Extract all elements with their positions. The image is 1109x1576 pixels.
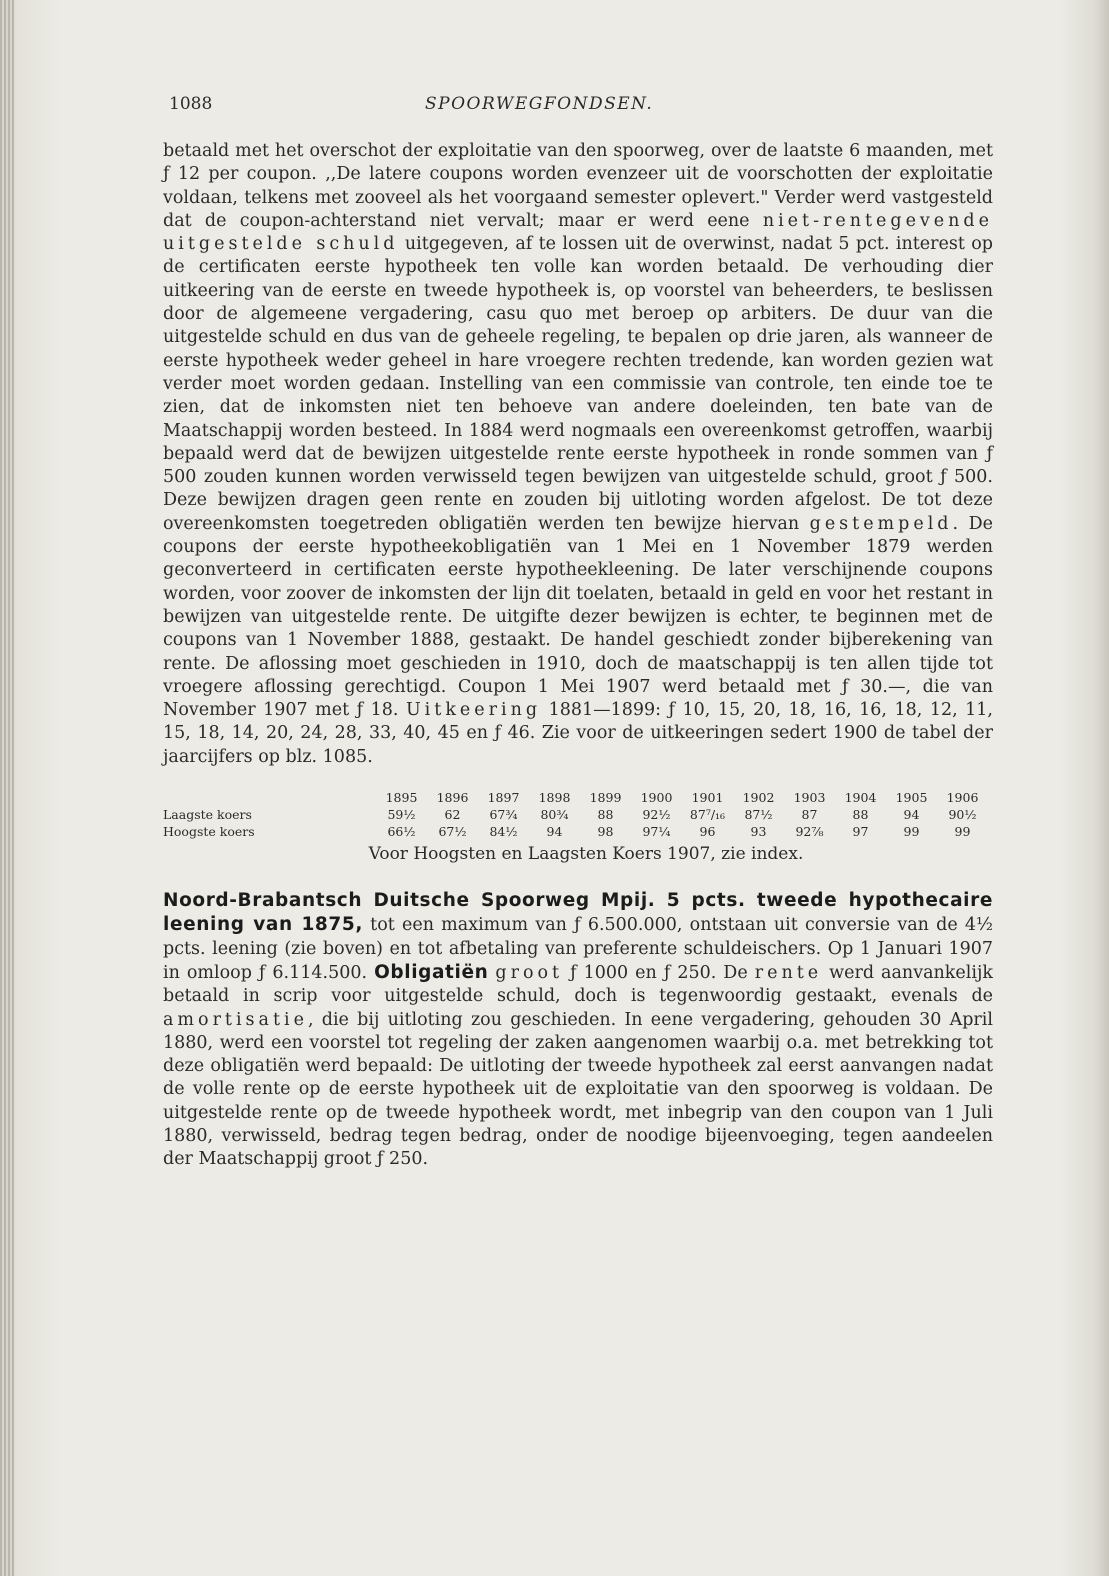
spaced-term: niet-rentegevende uitgestelde schuld (163, 210, 993, 255)
section-text: ƒ 1000 en ƒ 250. De (563, 962, 755, 983)
year-header: 1899 (589, 790, 622, 806)
table-cell: 88 (852, 807, 869, 823)
table-cell: 93 (750, 824, 767, 840)
paragraph-text: betaald met het overschot der exploitatie van den spoorweg, over de laatste 6 maanden, met ƒ 12 per coupon. ,,De latere coupons worden evenzeer uit de voorschotten der exploitatie voldaan, telkens met zooveel als het voorgaand semester oplevert." Verder werd vastgesteld dat de coupon-achterstand niet vervalt; maar er werd eene (163, 141, 993, 231)
bold-term: Obligatiën (374, 961, 489, 983)
table-cell: 67¾ (489, 807, 518, 823)
table-cell: 94 (903, 807, 920, 823)
year-header: 1895 (385, 790, 418, 806)
paragraph-text: 1881—1899: ƒ 10, 15, 20, 18, 16, 16, 18, 12, 11, 15, 18, 14, 20, 24, 28, 33, 40, 45 en ƒ 46. Zie voor de uitkeeringen sedert 1900 de tabel der jaarcijfers op blz. 1085. (163, 700, 993, 767)
table-cell: 88 (597, 807, 614, 823)
year-header: 1896 (436, 790, 469, 806)
table-cell: 59½ (387, 807, 416, 823)
spaced-term: gestempeld (809, 513, 953, 534)
book-binding-edge (0, 0, 14, 1576)
year-header: 1902 (742, 790, 775, 806)
table-cell: 84½ (489, 824, 518, 840)
table-cell: 92½ (642, 807, 671, 823)
koers-table (163, 789, 993, 863)
table-cell: 97¼ (642, 824, 671, 840)
index-reference-note: Voor Hoogsten en Laagsten Koers 1907, zie index. (368, 844, 804, 865)
spaced-term: rente (754, 962, 823, 983)
year-header: 1906 (946, 790, 979, 806)
table-cell: 99 (903, 824, 920, 840)
section-text: , die bij uitloting zou geschieden. In eene vergadering, gehouden 30 April 1880, werd een voorstel tot regeling der zaken aangenomen waarbij o.a. met betrekking tot deze obligatiën werd bepaald: De uitloting der tweede hypotheek zal eerst aanvangen nadat de volle rente op de eerste hypotheek uit de exploitatie van den spoorweg is voldaan. De uitgestelde rente op de tweede hypotheek wordt, met inbegrip van den coupon van 1 Juli 1880, verwisseld, bedrag tegen bedrag, onder de noodige bijeenvoeging, tegen aandeelen der Maatschappij groot ƒ 250. (163, 1009, 993, 1170)
paragraph-text: . De coupons der eerste hypotheekobligatiën van 1 Mei en 1 November 1879 werden geconverteerd in certificaten eerste hypotheekleening. De later verschijnende coupons worden, voor zoover de inkomsten der lijn dit toelaten, betaald in geld en voor het restant in bewijzen van uitgestelde rente. De uitgifte dezer bewijzen is echter, te beginnen met de coupons van 1 November 1888, gestaakt. De handel geschiedt zonder bijberekening van rente. De aflossing moet geschieden in 1910, doch de maatschappij is ten allen tijde tot vroegere aflossing gerechtigd. Coupon 1 Mei 1907 werd betaald met ƒ 30.—, die van November 1907 met ƒ 18. (163, 513, 993, 721)
table-cell: 67½ (438, 824, 467, 840)
spaced-term: Uitkeering (405, 700, 542, 721)
table-cell: 66½ (387, 824, 416, 840)
table-cell: 92⅞ (795, 824, 824, 840)
page-header (163, 90, 993, 120)
paragraph-text: uitgegeven, af te lossen uit de overwinst, nadat 5 pct. interest op de certificaten eerste hypotheek ten volle kan worden betaald. De verhouding dier uitkeering van de eerste en tweede hypotheek is, op voorstel van beheerders, te beslissen door de algemeene vergadering, casu quo met beroep op arbiters. De duur van die uitgestelde schuld en dus van de geheele regeling, te bepalen op drie jaren, als wanneer de eerste hypotheek weder geheel in hare vroegere rechten tredende, kan worden gezien wat verder moet worden gedaan. Instelling van een commissie van controle, ten einde toe te zien, dat de inkomsten niet ten behoeve van andere doeleinden, ten bate van de Maatschappij worden besteed. In 1884 werd nogmaals een overeenkomst getroffen, waarbij bepaald werd dat de bewijzen uitgestelde rente eerste hypotheek in ronde sommen van ƒ 500 zouden kunnen worden verwisseld tegen bewijzen van uitgestelde schuld, groot ƒ 500. Deze bewijzen dragen geen rente en zouden bij uitloting worden afgelost. De tot deze overeenkomsten toegetreden obligatiën werden ten bewijze hiervan (163, 234, 994, 534)
table-cell: 87½ (744, 807, 773, 823)
year-header: 1904 (844, 790, 877, 806)
year-header: 1903 (793, 790, 826, 806)
year-header: 1900 (640, 790, 673, 806)
page-content (163, 90, 993, 1172)
table-cell: 94 (546, 824, 563, 840)
spaced-term: amortisatie (163, 1009, 308, 1030)
table-cell: 98 (597, 824, 614, 840)
row-label: Laagste koers (163, 807, 252, 823)
running-title: SPOORWEGFONDSEN. (425, 94, 654, 114)
section-text: tot een maximum van ƒ 6.500.000, ontstaan uit conversie van de 4½ pcts. leening (zie boven) en tot afbetaling van preferente schuldeischers. Op 1 Januari 1907 in omloop ƒ 6.114.500. (163, 915, 993, 983)
section-heading: Noord-Brabantsch Duitsche Spoorweg Mpij. 5 pcts. tweede hypothecaire leening van 1875, (163, 890, 993, 936)
table-cell: 96 (699, 824, 716, 840)
page-number: 1088 (169, 94, 213, 114)
table-header-row (163, 789, 993, 806)
year-header: 1901 (691, 790, 724, 806)
table-cell: 80¾ (540, 807, 569, 823)
year-header: 1897 (487, 790, 520, 806)
table-row-laagste (163, 806, 993, 823)
table-cell: 90½ (948, 807, 977, 823)
table-cell: 97 (852, 824, 869, 840)
spaced-term: groot (495, 962, 564, 983)
year-header: 1905 (895, 790, 928, 806)
table-cell: 62 (444, 807, 461, 823)
row-label: Hoogste koers (163, 824, 255, 840)
paragraph-coupon-regeling (163, 140, 993, 769)
table-row-hoogste (163, 823, 993, 840)
table-corner (163, 789, 376, 806)
section-text: werd aanvankelijk betaald in scrip voor uitgestelde schuld, doch is tegenwoordig gestaakt, evenals de (163, 962, 993, 1007)
table-cell: 87⁷/₁₆ (689, 807, 726, 823)
section-tweede-hypothecaire-leening (163, 889, 993, 1172)
table-cell: 87 (801, 807, 818, 823)
year-header: 1898 (538, 790, 571, 806)
table-cell: 99 (954, 824, 971, 840)
